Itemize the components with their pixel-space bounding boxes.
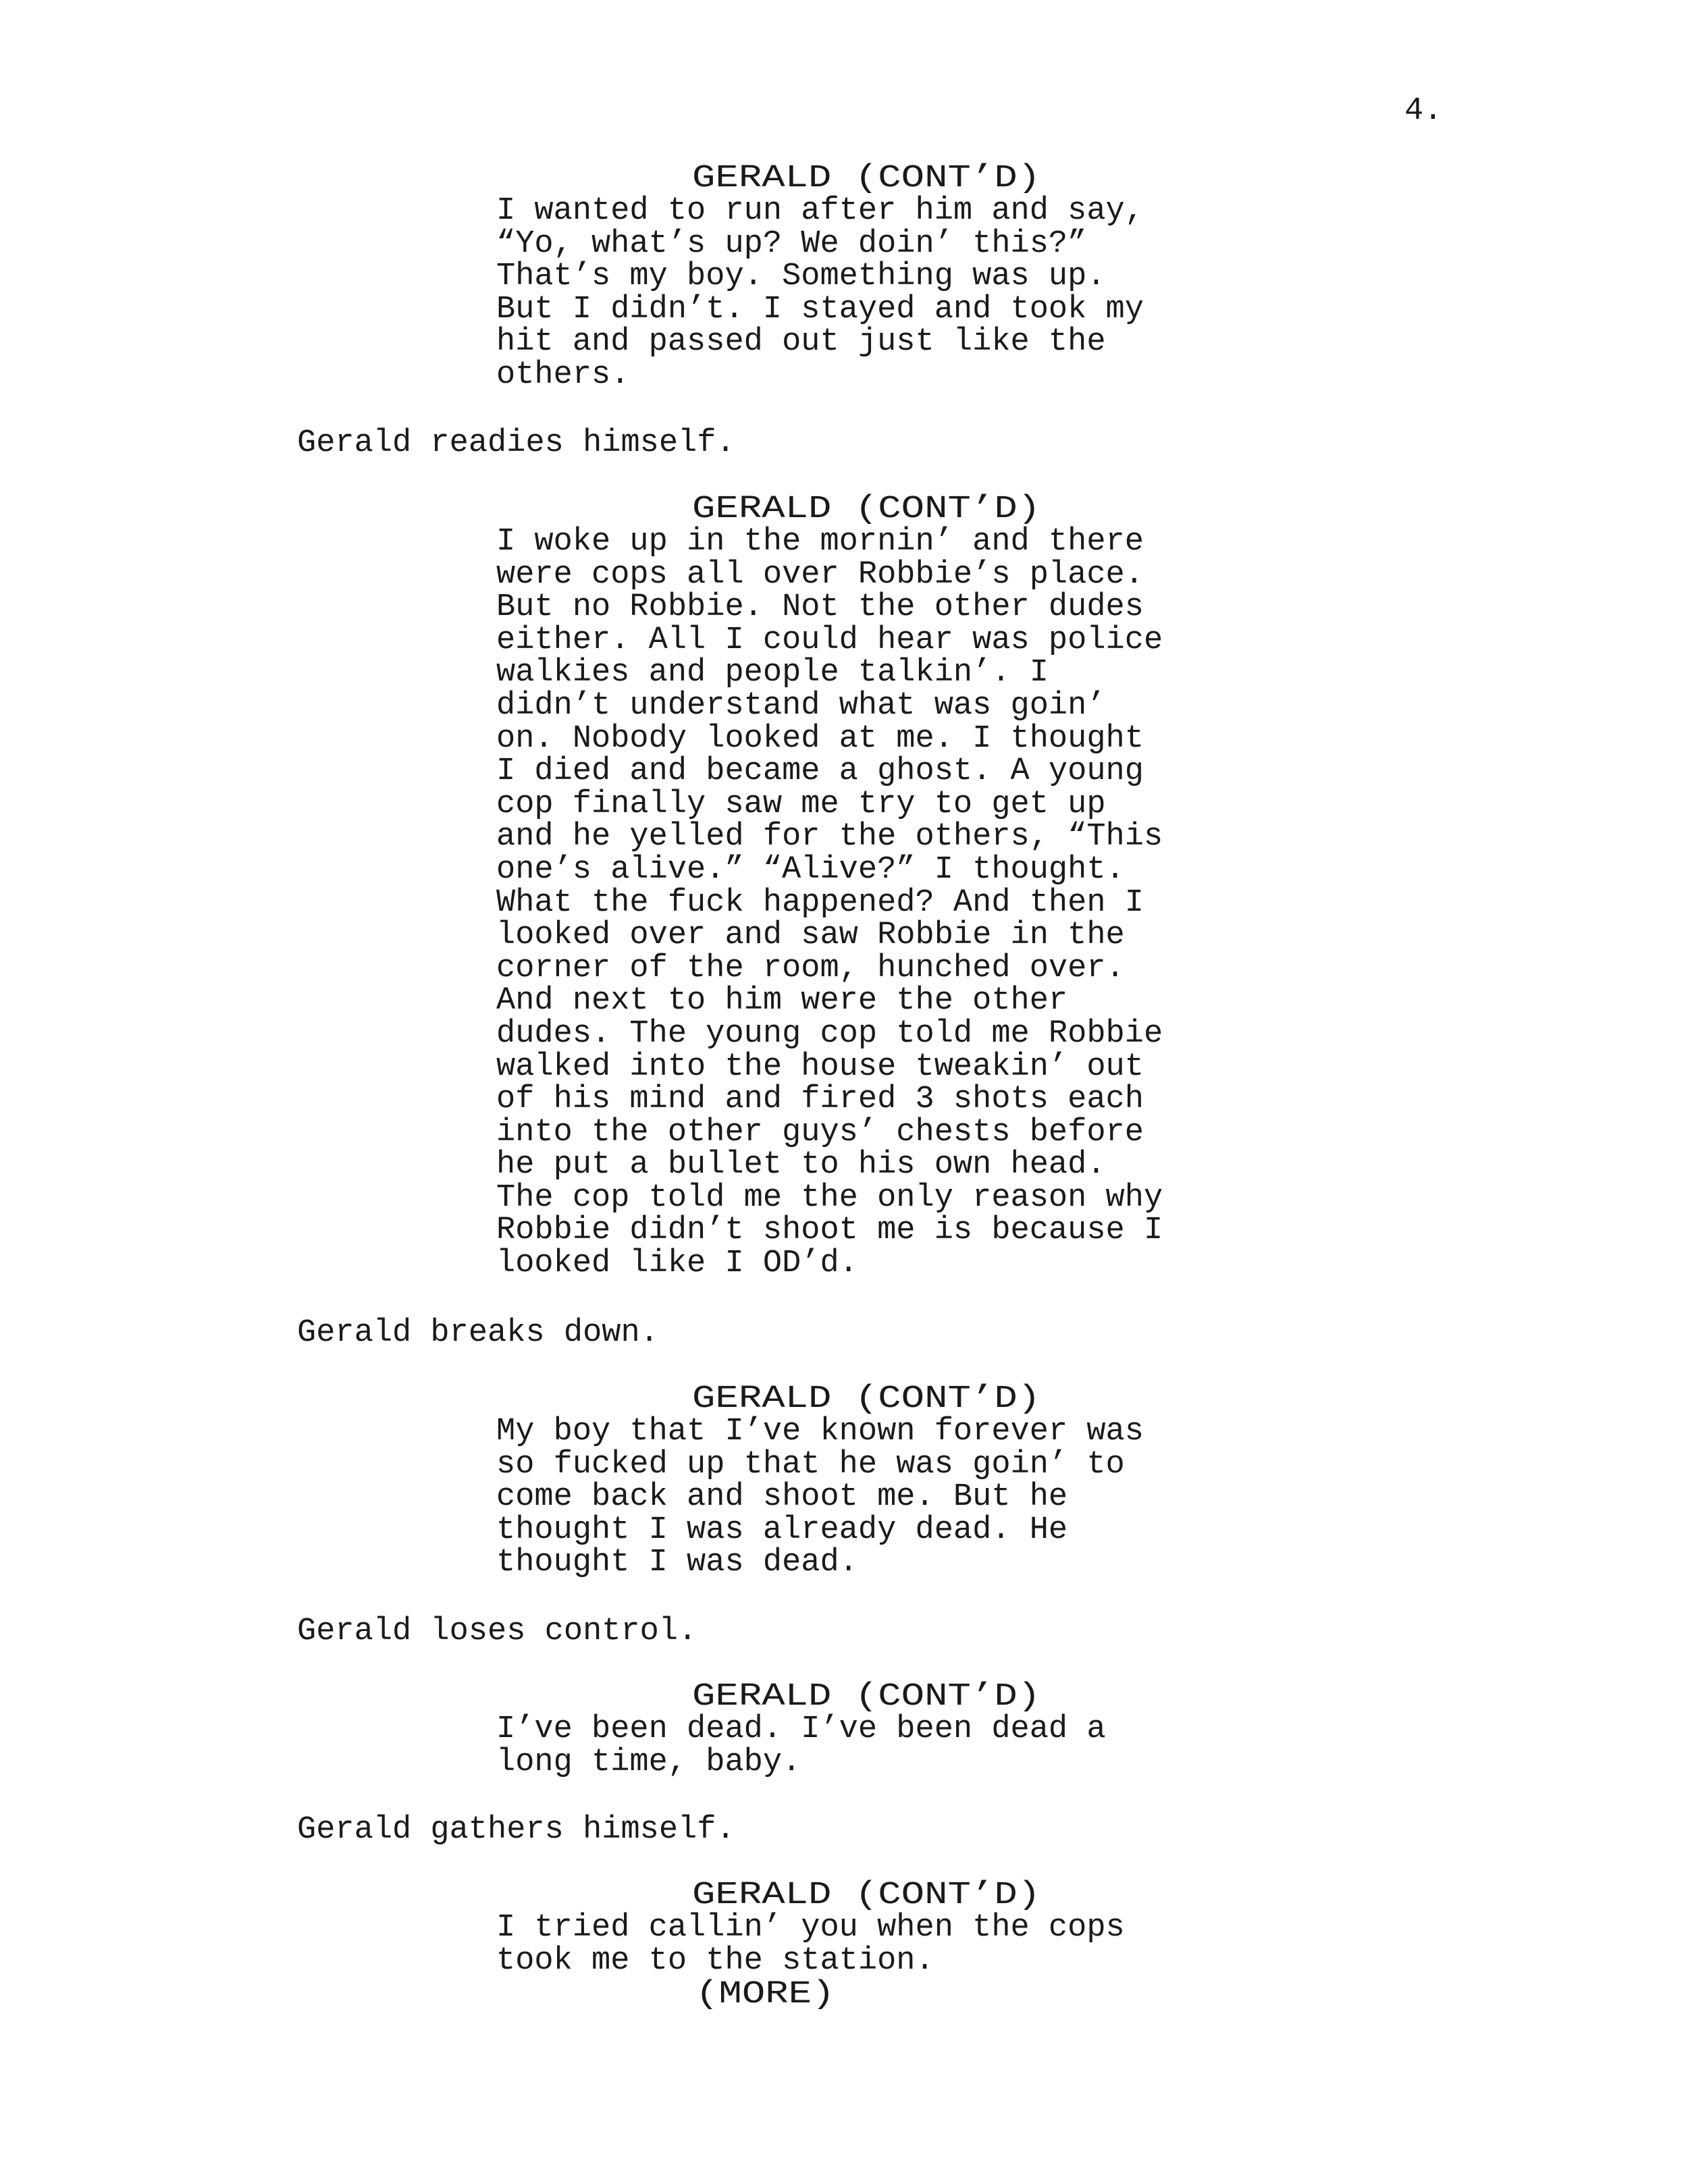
- character-name: GERALD (CONT’D): [692, 161, 1041, 196]
- character-name: GERALD (CONT’D): [692, 1877, 1041, 1913]
- character-name: GERALD (CONT’D): [692, 1381, 1041, 1417]
- action-line: Gerald gathers himself.: [297, 1812, 735, 1848]
- character-name: GERALD (CONT’D): [692, 1679, 1041, 1715]
- dialogue: I tried callin’ you when the cops took me to the station.: [496, 1910, 1125, 1979]
- character-name: GERALD (CONT’D): [692, 491, 1041, 527]
- action-line: Gerald loses control.: [297, 1614, 697, 1649]
- action-line: Gerald breaks down.: [297, 1315, 659, 1351]
- more-indicator: (MORE): [695, 1977, 835, 2013]
- dialogue: I wanted to run after him and say, “Yo, what’s up? We doin’ this?” That’s my boy. Something was up. But I didn’t. I stayed and took my hit and passed out just like the others.: [496, 193, 1144, 393]
- dialogue: I’ve been dead. I’ve been dead a long time, baby.: [496, 1711, 1106, 1780]
- page-number: 4.: [1404, 93, 1443, 129]
- dialogue: My boy that I’ve known forever was so fucked up that he was goin’ to come back and shoot me. But he thought I was already dead. He thought I was dead.: [496, 1414, 1144, 1581]
- dialogue: I woke up in the mornin’ and there were cops all over Robbie’s place. But no Robbie. Not the other dudes either. All I could hear was police walkies and people talkin’. I didn’t understand what was goin’ on. Nobody looked at me. I thought I died and became a ghost. A young cop finally saw me try to get up and he yelled for the others, “This one’s alive.” “Alive?” I thought. What the fuck happened? And then I looked over and saw Robbie in the corner of the room, hunched over. And next to him were the other dudes. The young cop told me Robbie walked into the house tweakin’ out of his mind and fired 3 shots each into the other guys’ chests before he put a bullet to his own head. The cop told me the only reason why Robbie didn’t shoot me is because I looked like I OD’d.: [496, 524, 1163, 1282]
- action-line: Gerald readies himself.: [297, 425, 735, 461]
